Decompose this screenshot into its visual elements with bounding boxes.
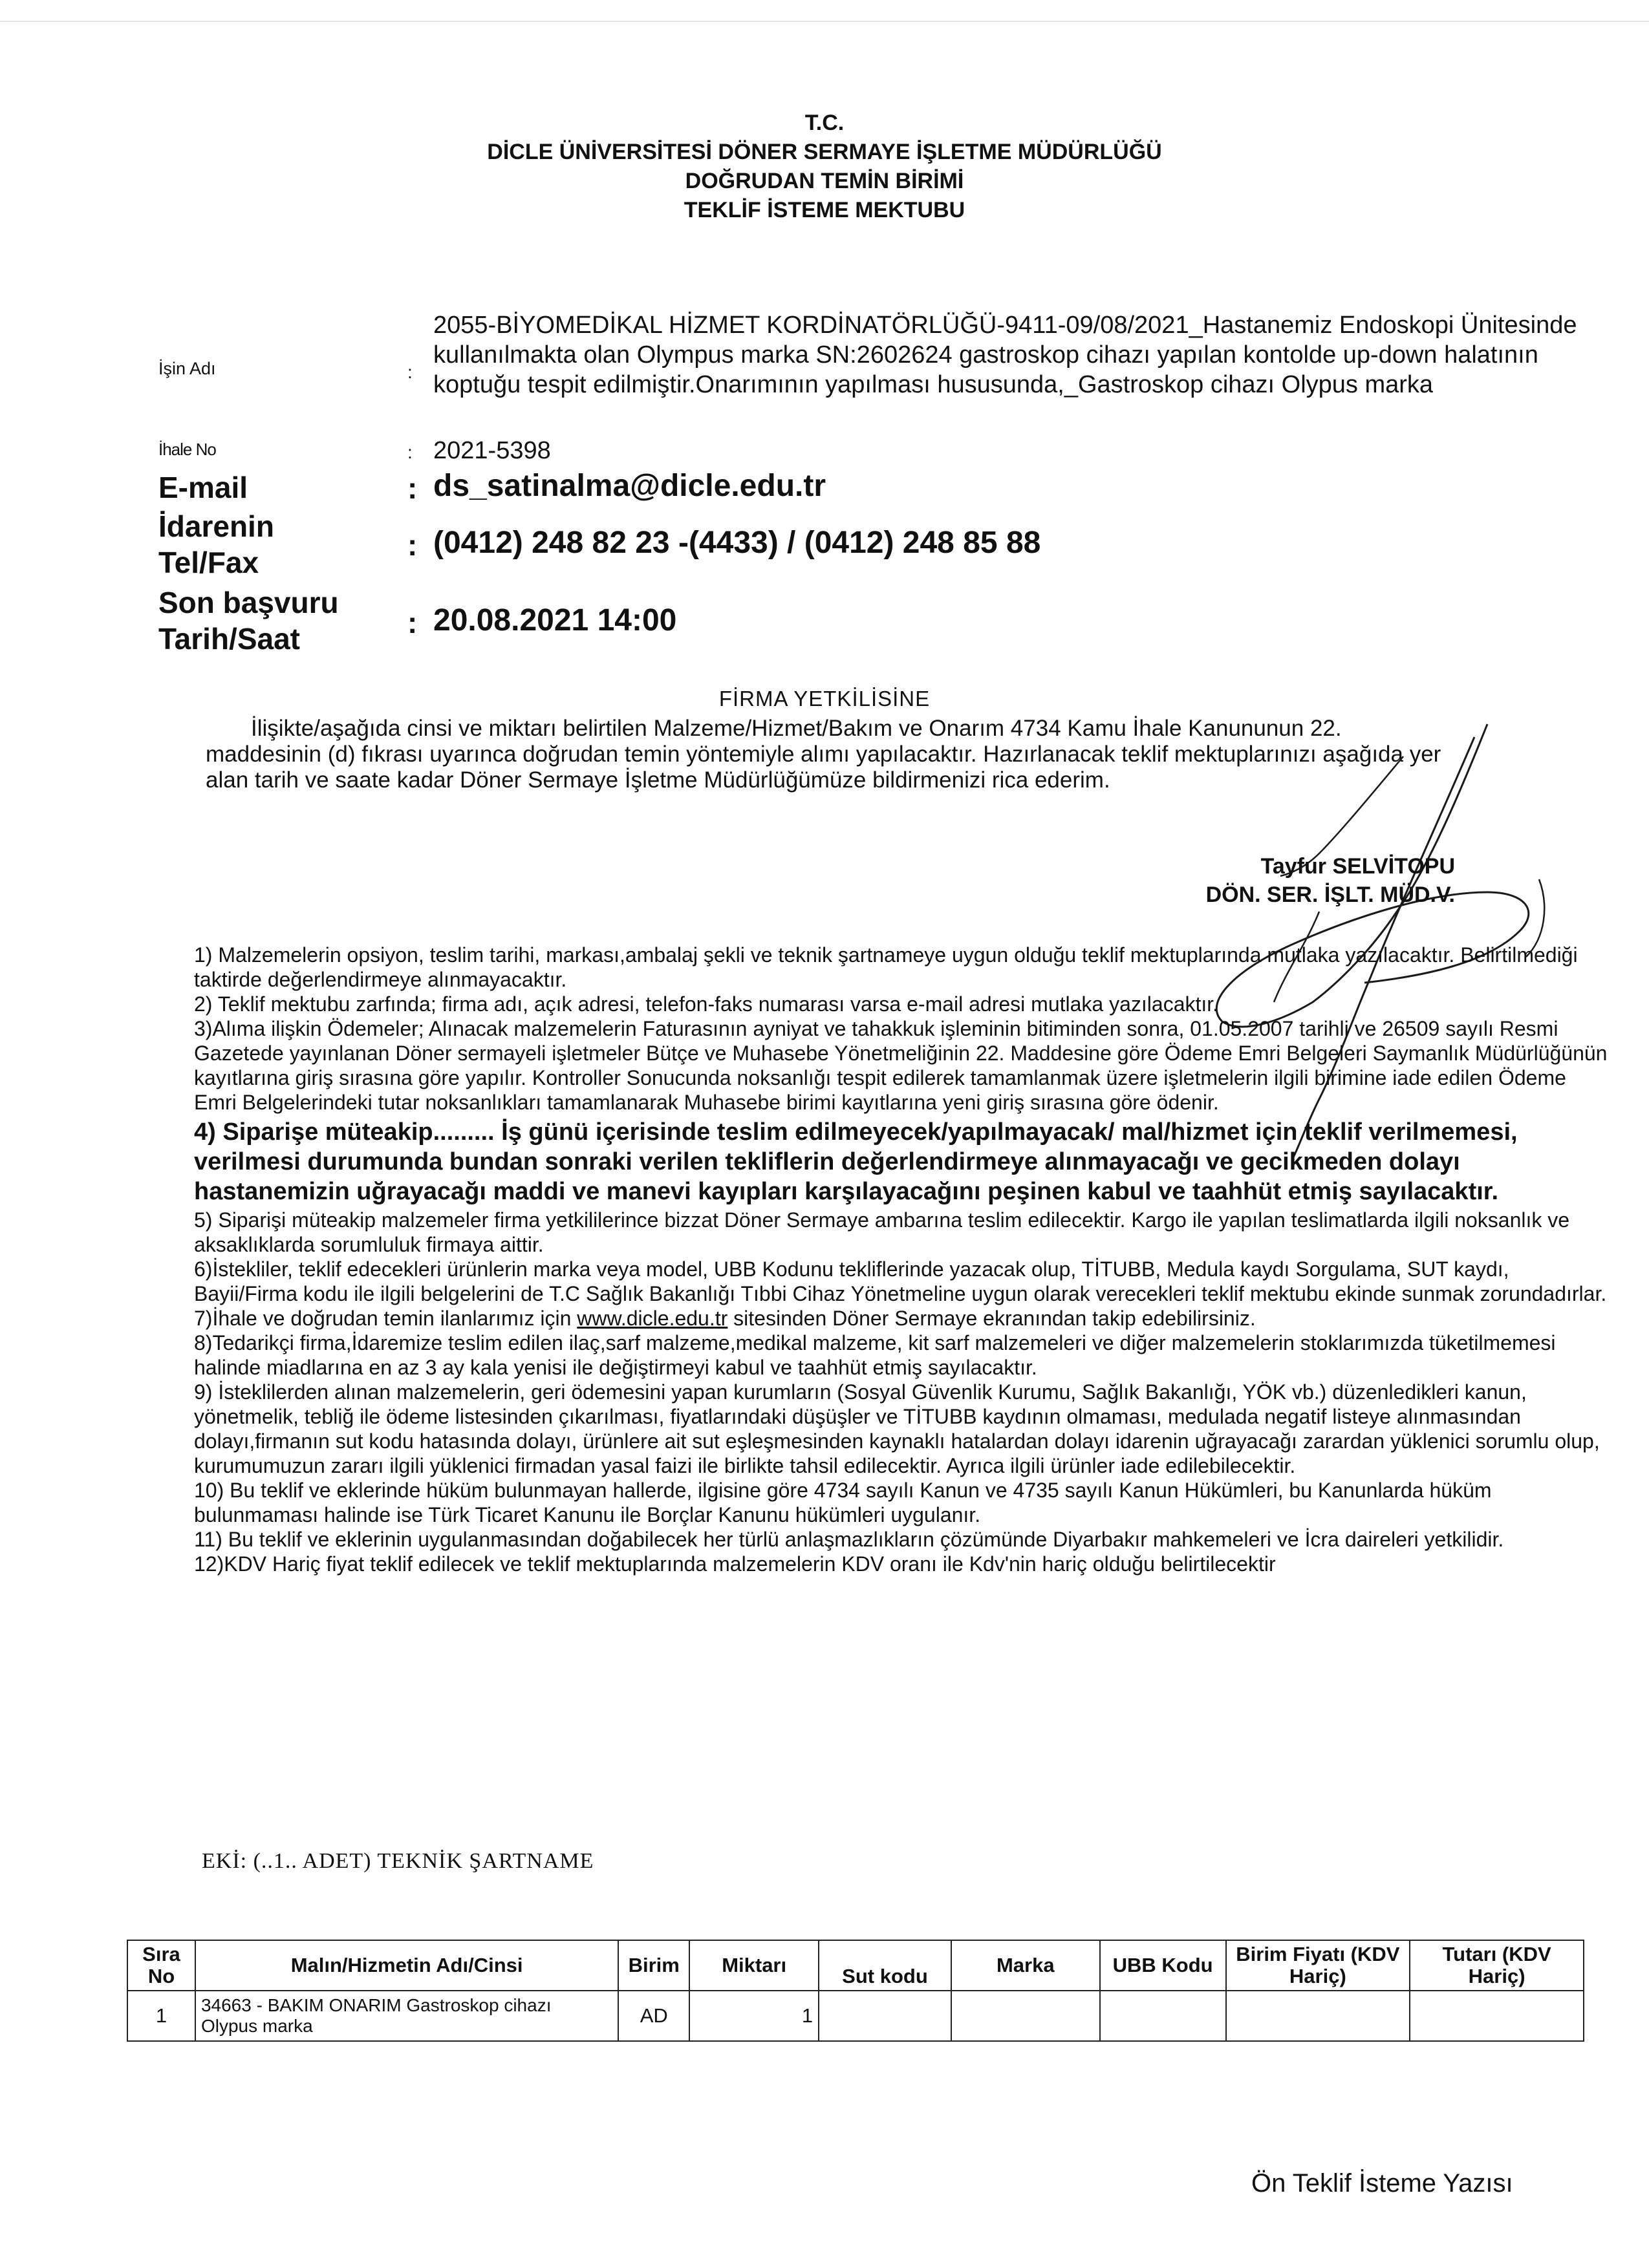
col-header-quantity: Miktarı [689, 1940, 819, 1991]
tel-colon: : [407, 528, 418, 562]
term-1: 1) Malzemelerin opsiyon, teslim tarihi, markası,ambalaj şekli ve teknik şartnameye uygun olduğu teklif mektuplarında mutlaka yazılacaktır. Belirtilmediği taktirde değerlendirmeye alınmayacaktır. [194, 943, 1578, 991]
header-line-tc: T.C. [804, 111, 845, 135]
cell-name: 34663 - BAKIM ONARIM Gastroskop cihazı Olypus marka [195, 1991, 618, 2041]
cell-unit-price[interactable] [1226, 1991, 1410, 2041]
term-9: 9) İsteklilerden alınan malzemelerin, geri ödemesini yapan kurumların (Sosyal Güvenlik Kurumu, Sağlık Bakanlığı, YÖK vb.) düzenledikleri kanun, yönetmelik, tebliğ ile ödeme listesinden çıkarılması, fiyatlarındaki düşüşler ve TİTUBB kaydının olmaması, medulada negatif listeye alınmasından dolayı,firmanın sut kodu hatasında dolayı, ürünlere ait sut eşleşmesinden kaynaklı hatalardan dolayı idarenin uğrayacağı zarardan yüklenici sorumlu olup, kurumumuzun zararı ilgili yüklenici firmadan yasal faizi ile birlikte tahsil edilecektir. Ayrıca ilgili ürünler iade edilebilecektir. [194, 1380, 1600, 1477]
cell-sut[interactable] [819, 1991, 951, 2041]
header-line-title: TEKLİF İSTEME MEKTUBU [684, 198, 965, 222]
table-row [127, 1991, 1584, 2041]
deadline-label-line2: Tarih/Saat [158, 622, 300, 656]
term-7 [194, 1306, 1610, 1331]
term-5: 5) Siparişi müteakip malzemeler firma yetkililerince bizzat Döner Sermaye ambarına teslim edilecektir. Kargo ile yapılan teslimatlarda ilgili noksanlık ve aksaklıklarda sorumluluk firmaya aittir. [194, 1208, 1570, 1256]
signature-block [1164, 852, 1455, 909]
header-line-university: DİCLE ÜNİVERSİTESİ DÖNER SERMAYE İŞLETME MÜDÜRLÜĞÜ [487, 140, 1162, 164]
website-link[interactable]: www.dicle.edu.tr [577, 1307, 728, 1330]
cell-quantity: 1 [689, 1991, 819, 2041]
items-table [127, 1940, 1584, 2042]
term-11: 11) Bu teklif ve eklerinin uygulanmasından doğabilecek her türlü anlaşmazlıkların çözümünde Diyarbakır mahkemeleri ve İcra daireleri yetkilidir. [194, 1528, 1504, 1551]
firm-intro-line3: alan tarih ve saate kadar Döner Sermaye İşletme Müdürlüğümüze bildirmenizi rica ederim. [206, 767, 1110, 793]
cell-unit: AD [618, 1991, 689, 2041]
tender-label: İhale No [158, 440, 216, 459]
terms-list [194, 943, 1610, 1576]
deadline-label-line1: Son başvuru [158, 586, 339, 619]
cell-brand[interactable] [951, 1991, 1100, 2041]
email-label: E-mail [158, 471, 248, 504]
table-header-row [127, 1940, 1584, 1991]
col-header-sira: Sıra No [127, 1940, 195, 1991]
term-12: 12)KDV Hariç fiyat teklif edilecek ve teklif mektuplarında malzemelerin KDV oranı ile Kdv'nin hariç olduğu belirtilecektir [194, 1552, 1276, 1576]
cell-total[interactable] [1410, 1991, 1584, 2041]
term-10: 10) Bu teklif ve eklerinde hüküm bulunmayan hallerde, ilgisine göre 4734 sayılı Kanun ve 4735 sayılı Kanun Hükümleri, bu Kanunlarda hüküm bulunmaması halinde ise Türk Ticaret Kanunu ile Borçlar Kanunu hükümleri uygulanır. [194, 1479, 1492, 1526]
cell-ubb[interactable] [1100, 1991, 1226, 2041]
deadline-value: 20.08.2021 14:00 [433, 603, 677, 637]
tel-label-line1: İdarenin [158, 509, 274, 543]
col-header-sut: Sut kodu [819, 1940, 951, 1991]
col-header-ubb: UBB Kodu [1100, 1940, 1226, 1991]
document-header [0, 109, 1649, 225]
firm-title: FİRMA YETKİLİSİNE [718, 687, 931, 711]
email-colon: : [407, 471, 418, 505]
col-header-total: Tutarı (KDV Hariç) [1410, 1940, 1584, 1991]
signatory-name: Tayfur SELVİTOPU [1260, 854, 1455, 879]
term-6: 6)İstekliler, teklif edecekleri ürünlerin marka veya model, UBB Kodunu tekliflerinde yazacak olup, TİTUBB, Medula kaydı Sorgulama, SUT kaydı, Bayii/Firma kodu ile ilgili belgelerini de T.C Sağlık Bakanlığı Tıbbi Cihaz Yönetmeline uygun olarak verecekleri teklif mektubu ekinde sunmak zorundadırlar. [194, 1257, 1607, 1305]
scan-top-edge [0, 21, 1649, 22]
email-value: ds_satinalma@dicle.edu.tr [433, 469, 826, 503]
col-header-name: Malın/Hizmetin Adı/Cinsi [195, 1940, 618, 1991]
term-3: 3)Alıma ilişkin Ödemeler; Alınacak malzemelerin Faturasının ayniyat ve tahakkuk işleminin bitiminden sonra, 01.05.2007 tarihli ve 26509 sayılı Resmi Gazetede yayınlanan Döner sermayeli işletmeler Bütçe ve Muhasebe Yönetmeliğinin 22. Maddesine göre Ödeme Emri Belgeleri Saymanlık Müdürlüğünün kayıtlarına giriş sırasına göre yapılır. Kontroller Sonucunda noksanlığı tespit edilerek tamamlanmak üzere işletmelerin ilgili birimine iade edilen Ödeme Emri Belgelerindeki tutar noksanlıkları tamamlanarak Muhasebe birimi kayıtlarına yeni giriş sırasına göre ödenir. [194, 1017, 1608, 1114]
job-colon: : [407, 362, 413, 382]
term-8: 8)Tedarikçi firma,İdaremize teslim edilen ilaç,sarf malzeme,medikal malzeme, kit sarf malzemeleri ve diğer malzemelerin stoklarımızda tüketilmemesi halinde miadlarına en az 3 ay kala yenisi ile değiştirmeyi kabul ve taahhüt etmiş sayılacaktır. [194, 1331, 1556, 1379]
term-2: 2) Teklif mektubu zarfında; firma adı, açık adresi, telefon-faks numarası varsa e-mail adresi mutlaka yazılacaktır. [194, 992, 1219, 1016]
attachment-note: EKİ: (..1.. ADET) TEKNİK ŞARTNAME [202, 1849, 594, 1873]
footer-note: Ön Teklif İsteme Yazısı [1251, 2169, 1513, 2198]
term-7-text-start: 7)İhale ve doğrudan temin ilanlarımız için [194, 1307, 577, 1330]
firm-intro-line2: maddesinin (d) fıkrası uyarınca doğrudan temin yöntemiyle alımı yapılacaktır. Hazırlanacak teklif mektuplarınızı aşağıda yer [206, 742, 1441, 767]
cell-sira: 1 [127, 1991, 195, 2041]
col-header-unit: Birim [618, 1940, 689, 1991]
firm-intro-line1: İlişikte/aşağıda cinsi ve miktarı belirtilen Malzeme/Hizmet/Bakım ve Onarım 4734 Kamu İhale Kanununun 22. [251, 716, 1342, 741]
col-header-unit-price: Birim Fiyatı (KDV Hariç) [1226, 1940, 1410, 1991]
job-value: 2055-BİYOMEDİKAL HİZMET KORDİNATÖRLÜĞÜ-9411-09/08/2021_Hastanemiz Endoskopi Ünitesinde kullanılmakta olan Olympus marka SN:2602624 gastroskop cihazı yapılan kontolde up-down halatının koptuğu tespit edilmiştir.Onarımının yapılması hususunda,_Gastroskop cihazı Olypus marka [433, 312, 1577, 398]
tender-colon: : [407, 442, 413, 462]
col-header-brand: Marka [951, 1940, 1100, 1991]
tender-value: 2021-5398 [433, 437, 551, 464]
deadline-colon: : [407, 606, 418, 639]
term-7-text-end: sitesinden Döner Sermaye ekranından takip edebilirsiniz. [727, 1307, 1256, 1330]
header-line-unit: DOĞRUDAN TEMİN BİRİMİ [685, 169, 964, 193]
tel-value: (0412) 248 82 23 -(4433) / (0412) 248 85 88 [433, 526, 1041, 560]
tel-label-line2: Tel/Fax [158, 546, 259, 579]
signatory-title: DÖN. SER. İŞLT. MÜD.V. [1205, 883, 1455, 907]
term-4: 4) Siparişe müteakip......... İş günü içerisinde teslim edilmeyecek/yapılmayacak/ mal/hizmet için teklif verilmemesi, verilmesi durumunda bundan sonraki verilen tekliflerin değerlendirmeye alınmayacağı ve gecikmeden dolayı hastanemizin uğrayacağı maddi ve manevi kayıpları karşılayacağını peşinen kabul ve taahhüt etmiş sayılacaktır. [194, 1118, 1518, 1205]
job-label: İşin Adı [158, 359, 216, 378]
